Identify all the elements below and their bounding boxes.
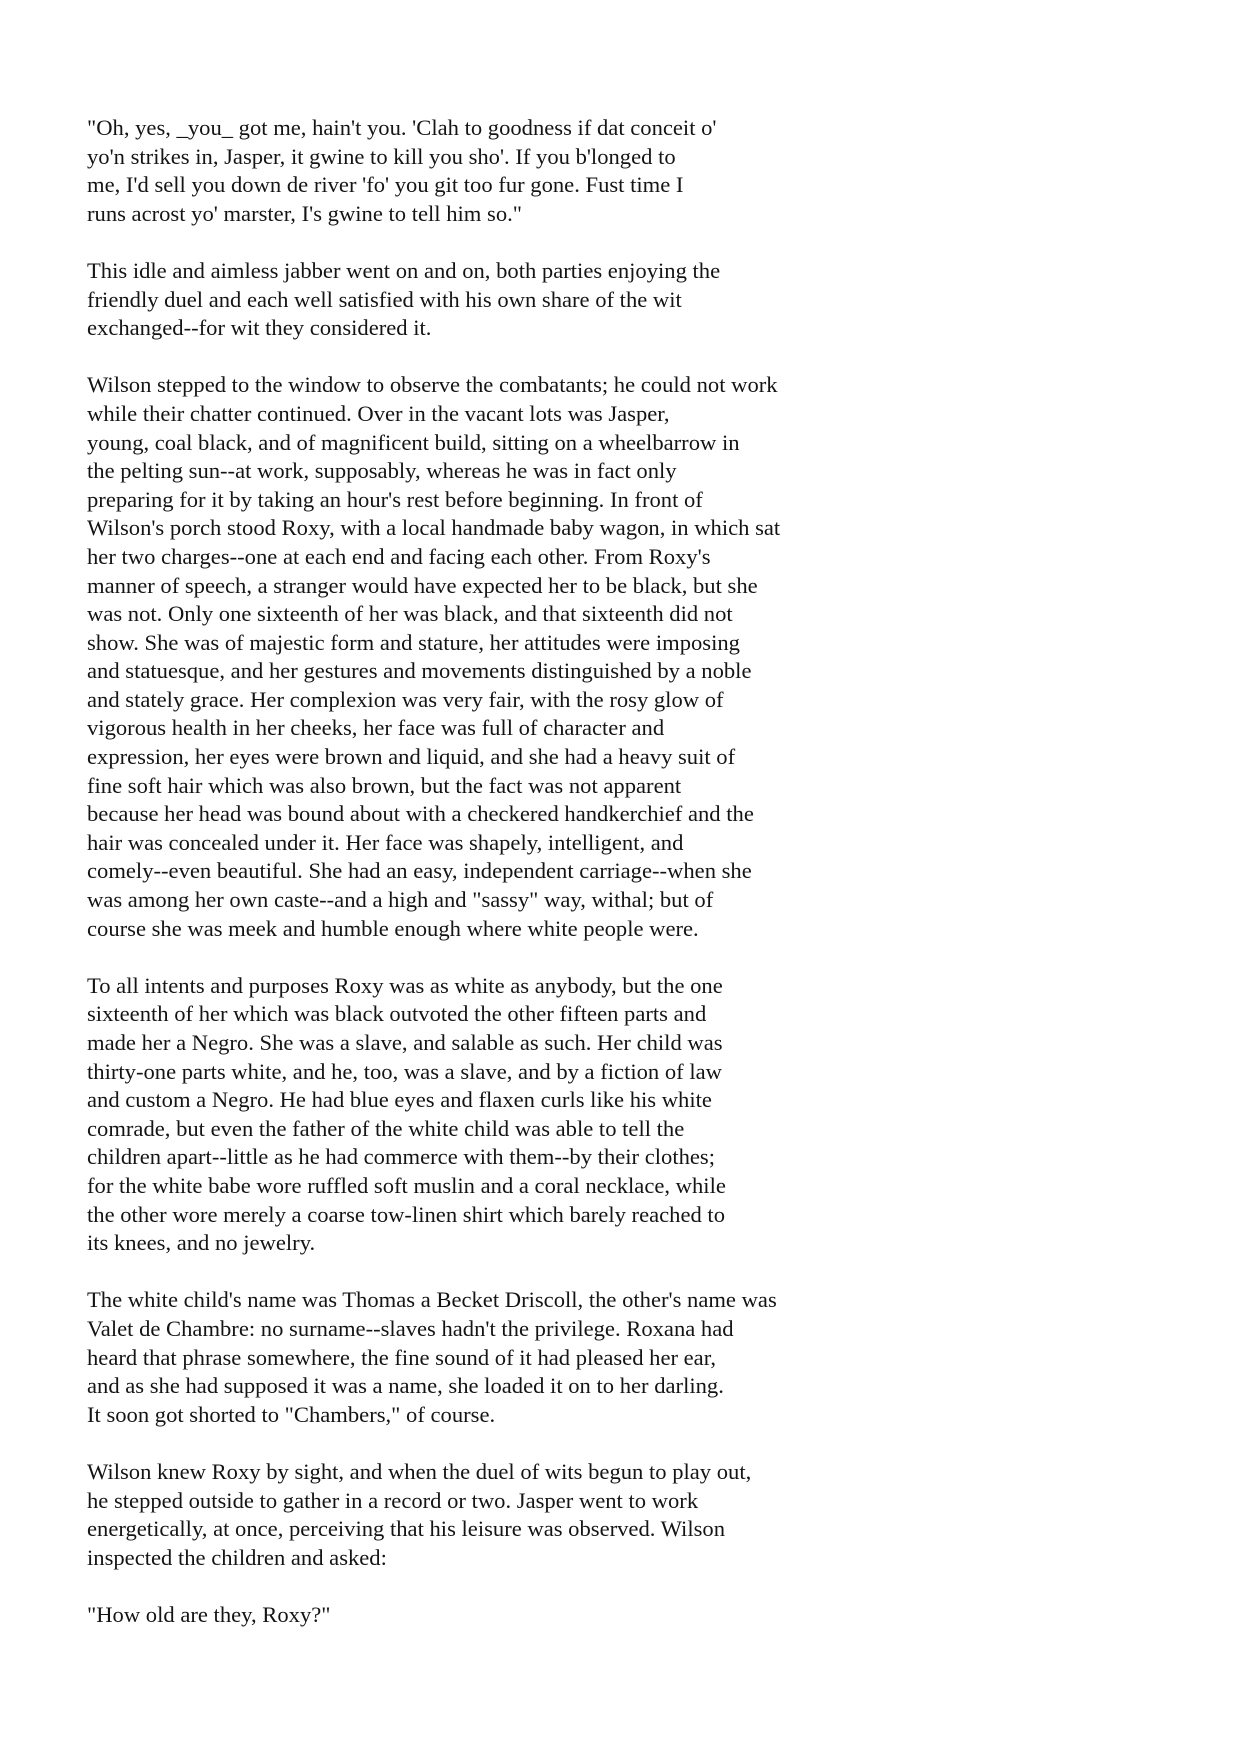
paragraph (87, 257, 1087, 343)
paragraph (87, 114, 1087, 228)
text-line: hair was concealed under it. Her face was shapely, intelligent, and (87, 829, 684, 855)
text-line: Wilson knew Roxy by sight, and when the duel of wits begun to play out, (87, 1458, 752, 1484)
text-line: exchanged--for wit they considered it. (87, 315, 432, 341)
text-line: heard that phrase somewhere, the fine sound of it had pleased her ear, (87, 1344, 716, 1370)
text-line: fine soft hair which was also brown, but the fact was not apparent (87, 772, 682, 798)
text-line: he stepped outside to gather in a record or two. Jasper went to work (87, 1487, 699, 1513)
text-line: and custom a Negro. He had blue eyes and flaxen curls like his white (87, 1087, 712, 1113)
text-line: and stately grace. Her complexion was very fair, with the rosy glow of (87, 686, 724, 712)
text-line: course she was meek and humble enough where white people were. (87, 915, 699, 941)
text-line: the other wore merely a coarse tow-linen shirt which barely reached to (87, 1201, 726, 1227)
paragraph (87, 1601, 1087, 1630)
text-line: sixteenth of her which was black outvoted the other fifteen parts and (87, 1001, 707, 1027)
text-line: "How old are they, Roxy?" (87, 1601, 331, 1627)
paragraph (87, 371, 1087, 943)
text-line: yo'n strikes in, Jasper, it gwine to kill you sho'. If you b'longed to (87, 143, 676, 169)
text-line: expression, her eyes were brown and liquid, and she had a heavy suit of (87, 744, 736, 770)
text-line: friendly duel and each well satisfied with his own share of the wit (87, 286, 682, 312)
text-line: preparing for it by taking an hour's rest before beginning. In front of (87, 486, 703, 512)
text-line: young, coal black, and of magnificent build, sitting on a wheelbarrow in (87, 429, 740, 455)
text-line: The white child's name was Thomas a Becket Driscoll, the other's name was (87, 1287, 777, 1313)
paragraph (87, 972, 1087, 1258)
text-line: Valet de Chambre: no surname--slaves hadn't the privilege. Roxana had (87, 1315, 734, 1341)
text-line: children apart--little as he had commerce with them--by their clothes; (87, 1144, 715, 1170)
text-line: comrade, but even the father of the white child was able to tell the (87, 1115, 685, 1141)
text-line: This idle and aimless jabber went on and on, both parties enjoying the (87, 257, 721, 283)
text-line: To all intents and purposes Roxy was as white as anybody, but the one (87, 972, 723, 998)
text-line: was among her own caste--and a high and "sassy" way, withal; but of (87, 887, 714, 913)
text-line: because her head was bound about with a checkered handkerchief and the (87, 801, 754, 827)
text-line: It soon got shorted to "Chambers," of course. (87, 1401, 496, 1427)
text-line: Wilson's porch stood Roxy, with a local handmade baby wagon, in which sat (87, 515, 781, 541)
text-line: for the white babe wore ruffled soft muslin and a coral necklace, while (87, 1172, 726, 1198)
paragraph (87, 1286, 1087, 1429)
text-line: me, I'd sell you down de river 'fo' you git too fur gone. Fust time I (87, 172, 684, 198)
body-text (87, 114, 1087, 1658)
text-line: Wilson stepped to the window to observe the combatants; he could not work (87, 372, 778, 398)
text-line: comely--even beautiful. She had an easy, independent carriage--when she (87, 858, 752, 884)
text-line: energetically, at once, perceiving that his leisure was observed. Wilson (87, 1516, 725, 1542)
text-line: runs acrost yo' marster, I's gwine to tell him so." (87, 200, 522, 226)
text-line: vigorous health in her cheeks, her face was full of character and (87, 715, 665, 741)
text-line: her two charges--one at each end and facing each other. From Roxy's (87, 543, 711, 569)
text-line: show. She was of majestic form and stature, her attitudes were imposing (87, 629, 740, 655)
text-line: and as she had supposed it was a name, she loaded it on to her darling. (87, 1373, 724, 1399)
text-line: while their chatter continued. Over in the vacant lots was Jasper, (87, 400, 670, 426)
text-line: and statuesque, and her gestures and movements distinguished by a noble (87, 658, 752, 684)
text-line: was not. Only one sixteenth of her was black, and that sixteenth did not (87, 601, 733, 627)
text-line: "Oh, yes, _you_ got me, hain't you. 'Clah to goodness if dat conceit o' (87, 115, 717, 140)
text-line: inspected the children and asked: (87, 1544, 387, 1570)
text-line: made her a Negro. She was a slave, and salable as such. Her child was (87, 1030, 723, 1055)
text-line: thirty-one parts white, and he, too, was a slave, and by a fiction of law (87, 1058, 722, 1084)
text-line: the pelting sun--at work, supposably, whereas he was in fact only (87, 458, 677, 484)
text-line: manner of speech, a stranger would have expected her to be black, but she (87, 572, 758, 598)
paragraph (87, 1458, 1087, 1572)
text-line: its knees, and no jewelry. (87, 1230, 316, 1256)
